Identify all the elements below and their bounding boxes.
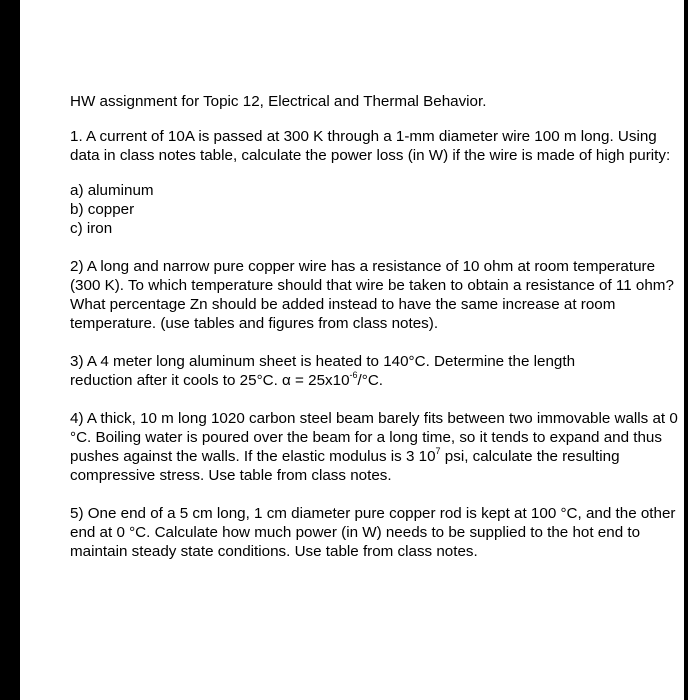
- question-4-exponent: 7: [435, 445, 441, 456]
- option-c: c) iron: [70, 220, 113, 237]
- document-title: HW assignment for Topic 12, Electrical and Thermal Behavior.: [70, 93, 487, 110]
- question-3-exponent: -6: [349, 369, 358, 380]
- question-1: 1. A current of 10A is passed at 300 K through a 1-mm diameter wire 100 m long. Using data in class notes table, calculate the power loss (in W) if the wire is made of high purity:: [70, 128, 671, 164]
- question-3: [70, 352, 680, 390]
- document-body: [70, 92, 680, 561]
- option-a: a) aluminum: [70, 182, 154, 199]
- question-4: [70, 409, 680, 485]
- question-5: 5) One end of a 5 cm long, 1 cm diameter pure copper rod is kept at 100 °C, and the other end at 0 °C. Calculate how much power (in W) needs to be supplied to the hot end to maintain steady state conditions. Use table from class notes.: [70, 505, 676, 560]
- option-b: b) copper: [70, 201, 135, 218]
- question-1-options: [70, 181, 680, 238]
- question-4-text: 4) A thick, 10 m long 1020 carbon steel beam barely fits between two immovable walls at 0 °C. Boiling water is poured over the beam for a long time, so it tends to expand and thus pushes against the walls. If the elastic modulus is 3 10: [70, 410, 678, 465]
- question-3-unit: /°C.: [357, 372, 384, 389]
- question-4-text-end: psi, calculate the resulting compressive stress. Use table from class notes.: [70, 448, 620, 484]
- document-page: [20, 0, 684, 700]
- question-3-line-2: reduction after it cools to 25°C. α = 25x10: [70, 372, 350, 389]
- question-3-line-1: 3) A 4 meter long aluminum sheet is heated to 140°C. Determine the length: [70, 353, 576, 370]
- question-2: 2) A long and narrow pure copper wire has a resistance of 10 ohm at room temperature (300 K). To which temperature should that wire be taken to obtain a resistance of 11 ohm? What percentage Zn should be added instead to have the same increase at room temperature. (use tables and figures from class notes).: [70, 258, 674, 332]
